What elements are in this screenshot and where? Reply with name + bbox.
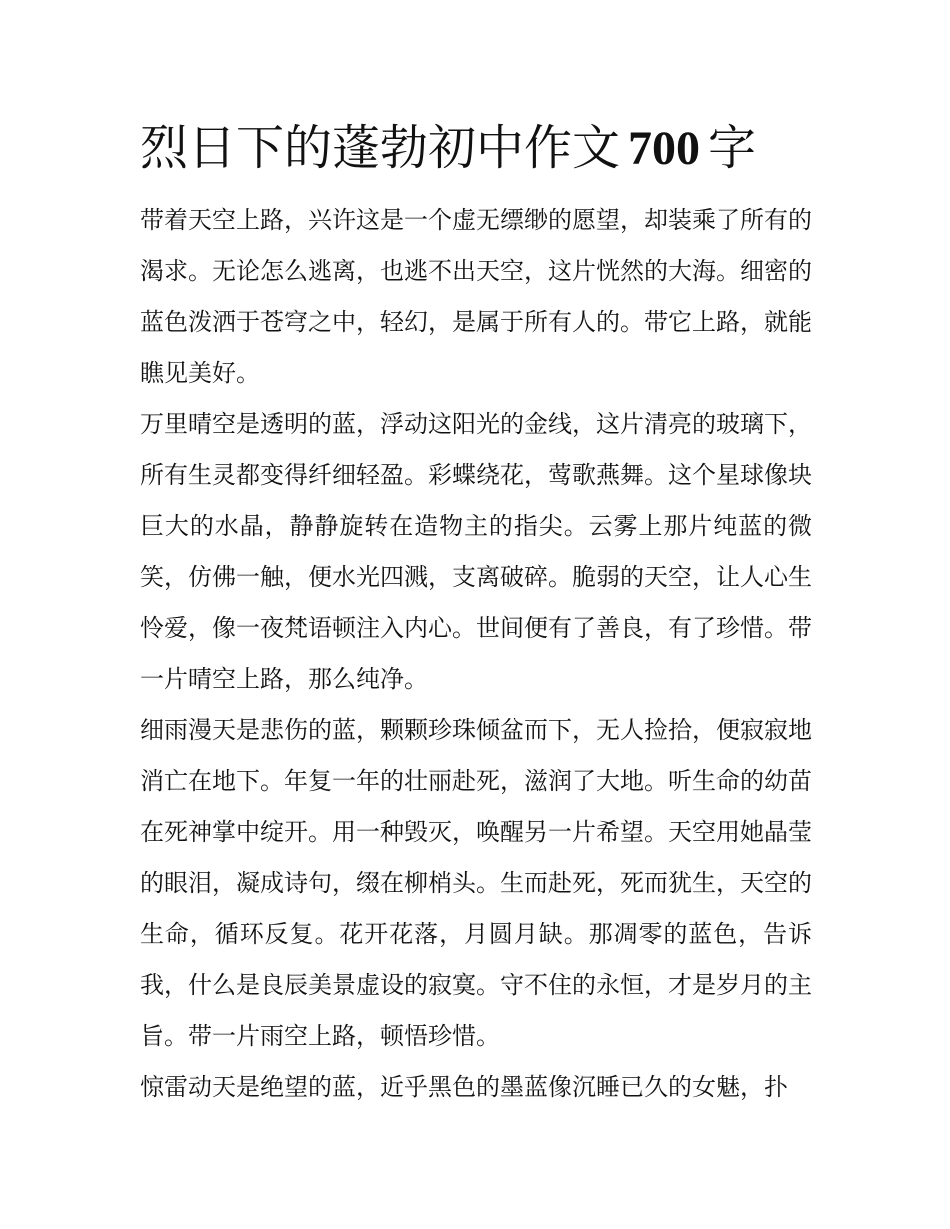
title-suffix: 字 bbox=[708, 120, 757, 176]
document-title bbox=[140, 112, 812, 185]
title-number: 700 bbox=[628, 122, 701, 175]
title-main: 烈日下的蓬勃初中作文 bbox=[140, 120, 621, 176]
paragraph-2: 万里晴空是透明的蓝，浮动这阳光的金线，这片清亮的玻璃下，所有生灵都变得纤细轻盈。彩蝶绕花，莺歌燕舞。这个星球像块巨大的水晶，静静旋转在造物主的指尖。云雾上那片纯蓝的微笑，仿佛一触，便水光四溅，支离破碎。脆弱的天空，让人心生怜爱，像一夜梵语顿注入内心。世间便有了善良，有了珍惜。带一片晴空上路，那么纯净。 bbox=[140, 410, 812, 693]
paragraph-4: 惊雷动天是绝望的蓝，近乎黑色的墨蓝像沉睡已久的女魅，扑 bbox=[140, 1073, 788, 1101]
document-page bbox=[140, 112, 812, 1113]
paragraph-3: 细雨漫天是悲伤的蓝，颗颗珍珠倾盆而下，无人捡拾，便寂寂地消亡在地下。年复一年的壮丽赴死，滋润了大地。听生命的幼苗在死神掌中绽开。用一种毁灭，唤醒另一片希望。天空用她晶莹的眼泪，凝成诗句，缀在柳梢头。生而赴死，死而犹生，天空的生命，循环反复。花开花落，月圆月缺。那凋零的蓝色，告诉我，什么是良辰美景虚设的寂寞。守不住的永恒，才是岁月的主旨。带一片雨空上路，顿悟珍惜。 bbox=[140, 716, 812, 1050]
paragraph-1: 带着天空上路，兴许这是一个虚无缥缈的愿望，却装乘了所有的渴求。无论怎么逃离，也逃不出天空，这片恍然的大海。细密的蓝色泼洒于苍穹之中，轻幻，是属于所有人的。带它上路，就能瞧见美好。 bbox=[140, 206, 812, 387]
